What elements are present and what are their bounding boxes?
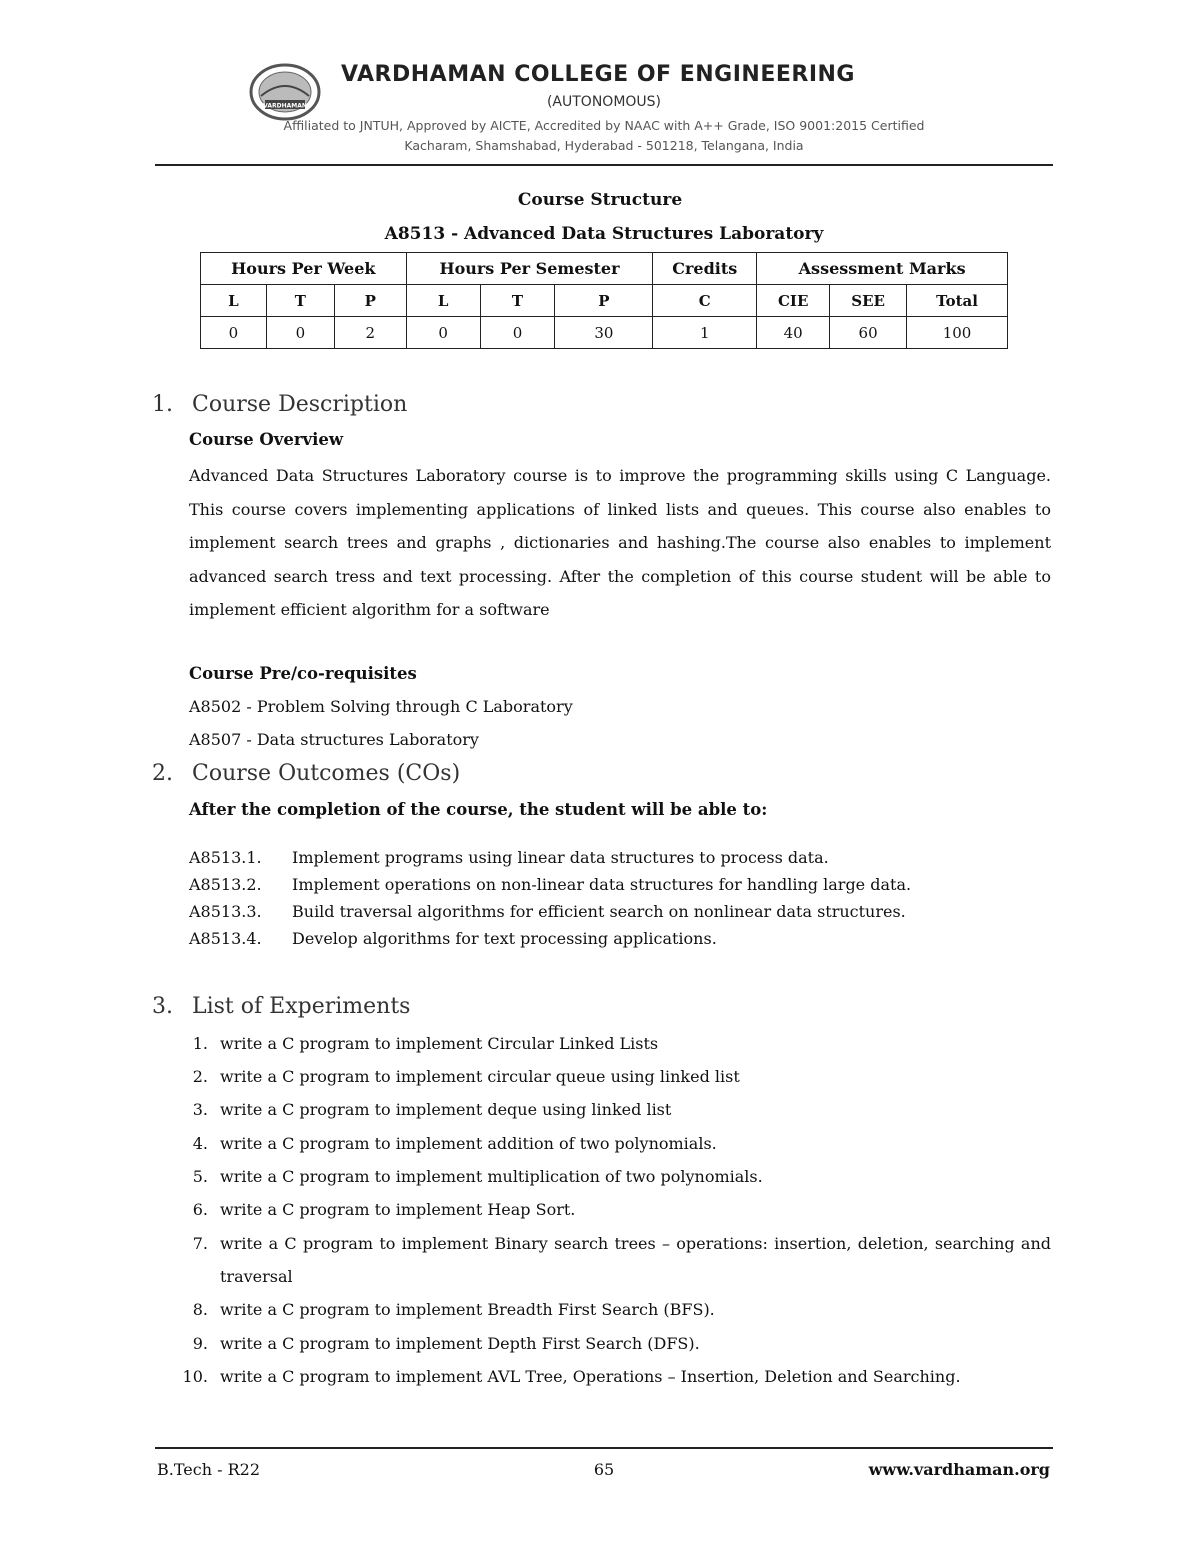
column-header: CIE	[757, 285, 830, 317]
experiment-text: write a C program to implement AVL Tree, Operations – Insertion, Deletion and Searching.	[220, 1367, 961, 1386]
group-assessment-marks: Assessment Marks	[757, 253, 1008, 285]
outcome-code: A8513.4.	[189, 929, 262, 948]
column-header: SEE	[830, 285, 907, 317]
experiment-number: 7.	[192, 1234, 208, 1253]
experiment-text: write a C program to implement addition of two polynomials.	[220, 1134, 717, 1153]
outcome-item	[189, 848, 829, 867]
column-header: L	[201, 285, 267, 317]
experiment-text: write a C program to implement Depth First Search (DFS).	[220, 1334, 700, 1353]
section-title: Course Description	[192, 392, 408, 417]
experiment-number: 1.	[192, 1034, 208, 1053]
experiment-number: 3.	[192, 1100, 208, 1119]
affiliation-line: Affiliated to JNTUH, Approved by AICTE, Accredited by NAAC with A++ Grade, ISO 9001:2015 Certified	[283, 118, 925, 133]
column-header: Total	[907, 285, 1008, 317]
outcome-code: A8513.2.	[189, 875, 262, 894]
table-cell: 0	[480, 317, 555, 349]
college-name: VARDHAMAN COLLEGE OF ENGINEERING	[341, 62, 855, 87]
footer-divider	[155, 1447, 1053, 1449]
course-structure-title: Course Structure	[517, 190, 683, 210]
group-hours-per-week: Hours Per Week	[201, 253, 407, 285]
table-cell: 0	[201, 317, 267, 349]
course-overview-text: Advanced Data Structures Laboratory course is to improve the programming skills using C Language. This course covers implementing applications of linked lists and queues. This course also enables to implement search trees and graphs , dictionaries and hashing.The course also enables to implement advanced search tress and text processing. After the completion of this course student will be able to implement efficient algorithm for a software	[189, 466, 1051, 619]
table-cell: 30	[555, 317, 653, 349]
table-cell: 100	[907, 317, 1008, 349]
prerequisite-item: A8502 - Problem Solving through C Laboratory	[189, 697, 573, 716]
section-number: 3.	[152, 994, 173, 1019]
outcome-item	[189, 902, 906, 921]
experiment-text: write a C program to implement multiplication of two polynomials.	[220, 1167, 763, 1186]
college-emblem-icon	[247, 62, 323, 122]
table-cell: 0	[266, 317, 334, 349]
outcome-code: A8513.1.	[189, 848, 262, 867]
table-cell: 40	[757, 317, 830, 349]
experiment-text: write a C program to implement Binary search trees – operations: insertion, deletion, searching and traversal	[220, 1234, 1051, 1286]
group-credits: Credits	[653, 253, 757, 285]
address-line: Kacharam, Shamshabad, Hyderabad - 501218, Telangana, India	[404, 138, 804, 153]
outcomes-intro: After the completion of the course, the student will be able to:	[189, 800, 768, 819]
outcome-text: Implement operations on non-linear data structures for handling large data.	[292, 875, 912, 894]
column-header: T	[480, 285, 555, 317]
experiment-number: 2.	[192, 1067, 208, 1086]
experiment-text: write a C program to implement circular queue using linked list	[220, 1067, 740, 1086]
experiment-number: 5.	[192, 1167, 208, 1186]
table-cell: 2	[334, 317, 406, 349]
outcome-text: Develop algorithms for text processing applications.	[292, 929, 717, 948]
experiment-number: 4.	[192, 1134, 208, 1153]
column-header: T	[266, 285, 334, 317]
footer-program: B.Tech - R22	[157, 1460, 260, 1479]
outcome-item	[189, 875, 911, 894]
experiment-number: 10.	[182, 1367, 208, 1386]
section-number: 2.	[152, 761, 173, 786]
section-title: Course Outcomes (COs)	[192, 761, 461, 786]
table-cell: 1	[653, 317, 757, 349]
column-header: C	[653, 285, 757, 317]
prerequisite-item: A8507 - Data structures Laboratory	[189, 730, 479, 749]
section-heading-course-outcomes	[152, 761, 460, 786]
experiment-text: write a C program to implement Heap Sort.	[220, 1200, 576, 1219]
table-group-header-row	[201, 253, 1008, 285]
footer-website-link[interactable]: www.vardhaman.org	[868, 1460, 1050, 1479]
section-heading-list-of-experiments	[152, 994, 410, 1019]
header-divider	[155, 164, 1053, 166]
table-cell: 0	[406, 317, 480, 349]
autonomous-label: (AUTONOMOUS)	[546, 94, 662, 110]
prerequisites-heading: Course Pre/co-requisites	[189, 664, 417, 683]
course-structure-subtitle: A8513 - Advanced Data Structures Laboratory	[384, 224, 824, 244]
page-header	[155, 58, 1053, 164]
outcome-code: A8513.3.	[189, 902, 262, 921]
section-title: List of Experiments	[192, 994, 411, 1019]
experiment-text: write a C program to implement Circular Linked Lists	[220, 1034, 659, 1053]
table-value-row	[201, 317, 1008, 349]
column-header: L	[406, 285, 480, 317]
logo-text: VARDHAMAN	[263, 102, 307, 110]
column-header: P	[334, 285, 406, 317]
course-overview-heading: Course Overview	[189, 430, 344, 449]
outcome-text: Build traversal algorithms for efficient search on nonlinear data structures.	[292, 902, 906, 921]
table-column-header-row	[201, 285, 1008, 317]
footer-page-number: 65	[593, 1460, 615, 1479]
experiment-number: 8.	[192, 1300, 208, 1319]
experiment-text: write a C program to implement deque using linked list	[220, 1100, 672, 1119]
outcome-text: Implement programs using linear data structures to process data.	[292, 848, 829, 867]
table-cell: 60	[830, 317, 907, 349]
experiment-number: 6.	[192, 1200, 208, 1219]
section-number: 1.	[152, 392, 173, 417]
experiment-number: 9.	[192, 1334, 208, 1353]
course-structure-table	[200, 252, 1008, 349]
outcome-item	[189, 929, 717, 948]
column-header: P	[555, 285, 653, 317]
group-hours-per-semester: Hours Per Semester	[406, 253, 653, 285]
section-heading-course-description	[152, 392, 407, 417]
experiment-text: write a C program to implement Breadth First Search (BFS).	[220, 1300, 715, 1319]
